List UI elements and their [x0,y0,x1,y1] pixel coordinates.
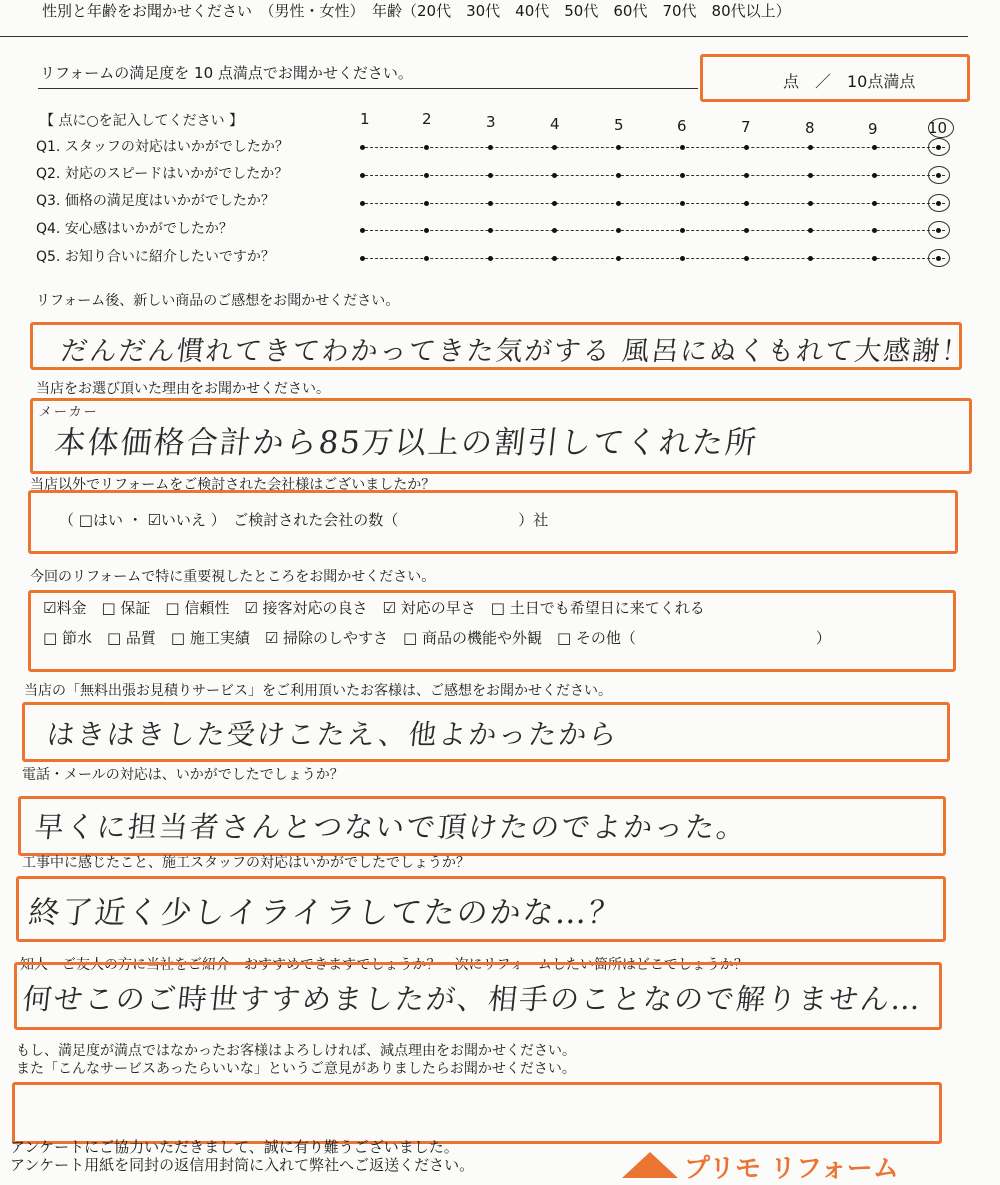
gender-age-question: 性別と年齢をお聞かせください （男性・女性） 年齢（20代 30代 40代 50代 60代 70代 80代以上） [42,2,791,20]
rating-point[interactable] [488,256,493,261]
impression-answer: だんだん慣れてきてわかってきた気がする 風呂にぬくもれて大感謝！ [59,336,972,367]
feedback-answer-box[interactable] [12,1082,942,1144]
scale-num: 4 [550,115,560,133]
rating-point[interactable] [488,173,493,178]
rating-line [360,147,945,148]
other-company-label: 当店以外でリフォームをご検討された会社様はございましたか？ [30,477,436,493]
rating-point[interactable] [872,145,877,150]
scale-num: 1 [360,110,370,128]
satisfaction-score-box[interactable] [700,54,970,102]
rating-point[interactable] [872,228,877,233]
reason-note: メーカー [38,405,100,420]
rating-point[interactable] [488,201,493,206]
rating-point[interactable] [616,256,621,261]
rating-question-q4: Q4. 安心感はいかがでしたか？ [36,221,233,237]
priority-row-2: □ 節水 □ 品質 □ 施工実績 ☑ 掃除のしやすさ □ 商品の機能や外観 □ その他（ ） [43,629,831,647]
estimate-answer-box[interactable] [22,702,950,762]
rating-point[interactable] [808,201,813,206]
rating-point[interactable] [424,228,429,233]
rating-point[interactable] [488,228,493,233]
scale-num: 2 [422,110,432,128]
scale-num: 8 [805,119,815,137]
rating-point[interactable] [616,173,621,178]
reason-answer: 本体価格合計から85万以上の割引してくれた所 [52,425,760,461]
rating-point[interactable] [744,228,749,233]
feedback-label-2: また「こんなサービスあったらいいな」というご意見がありましたらお聞かせください。 [16,1061,576,1077]
rating-point[interactable] [552,173,557,178]
rating-point[interactable] [744,201,749,206]
rating-point[interactable] [872,256,877,261]
rating-point[interactable] [360,145,365,150]
rating-point[interactable] [360,256,365,261]
rating-point[interactable] [872,173,877,178]
rating-point[interactable] [872,201,877,206]
impression-label: リフォーム後、新しい商品のご感想をお聞かせください。 [36,293,400,309]
scale-num: 10 [928,119,948,137]
rating-point[interactable] [552,256,557,261]
recommend-label: 知人・ご友人の方に当社をご紹介・おすすめできますでしょうか？ 次にリフォームしたい箇所はどこでしょうか？ [20,957,748,973]
rating-question-q5: Q5. お知り合いに紹介したいですか？ [36,249,275,265]
rating-point[interactable] [808,145,813,150]
construction-label: 工事中に感じたこと、施工スタッフの対応はいかがでしたでしょうか？ [22,855,470,871]
reason-label: 当店をお選び頂いた理由をお聞かせください。 [36,381,330,397]
phone-answer: 早くに担当者さんとつないで頂けたのでよかった。 [33,810,750,844]
priority-row-1: ☑料金 □ 保証 □ 信頼性 ☑ 接客対応の良さ ☑ 対応の早さ □ 土日でも希望日に来てくれる [43,599,705,617]
rating-point[interactable] [680,228,685,233]
rating-point[interactable] [744,256,749,261]
construction-answer: 終了近く少しイライラしてたのかな…？ [26,895,624,931]
rating-point[interactable] [744,145,749,150]
scale-num: 6 [677,117,687,135]
feedback-label-1: もし、満足度が満点ではなかったお客様はよろしければ、減点理由をお聞かせください。 [16,1043,576,1059]
selected-circle-icon [928,166,950,184]
rating-point[interactable] [808,228,813,233]
rating-point[interactable] [808,256,813,261]
selected-circle-icon [928,194,950,212]
rating-point[interactable] [744,173,749,178]
construction-answer-box[interactable] [16,876,946,942]
rating-line [360,230,945,231]
satisfaction-score-suffix: 点 ／ 10点満点 [783,72,916,91]
rating-line [360,258,945,259]
rating-point[interactable] [552,145,557,150]
recommend-answer-box[interactable] [14,962,942,1030]
footer-return-note: アンケート用紙を同封の返信用封筒に入れて弊社へご返送ください。 [10,1156,475,1174]
estimate-answer: はきはきした受けこたえ、他よかったから [45,718,621,751]
house-logo-icon [620,1148,680,1178]
reason-answer-box[interactable] [30,398,972,474]
scale-num: 7 [741,118,751,136]
rating-question-q2: Q2. 対応のスピードはいかがでしたか？ [36,166,289,182]
rating-point[interactable] [680,201,685,206]
priority-box[interactable] [28,590,956,672]
recommend-answer: 何せこのご時世すすめましたが、相手のことなので解りません… [21,982,924,1016]
rating-point[interactable] [360,201,365,206]
priority-label: 今回のリフォームで特に重要視したところをお聞かせください。 [30,569,436,585]
selected-circle-icon [928,118,954,138]
rating-point[interactable] [616,145,621,150]
impression-answer-box[interactable] [30,322,972,370]
other-company-box[interactable] [28,490,958,554]
selected-circle-icon [928,221,950,239]
rating-question-q1: Q1. スタッフの対応はいかがでしたか？ [36,139,289,155]
estimate-label: 当店の「無料出張お見積りサービス」をご利用頂いたお客様は、ご感想をお聞かせください。 [24,683,612,699]
footer-thanks: アンケートにご協力いただきまして、誠に有り難うございました。 [10,1138,459,1156]
satisfaction-underline [38,88,698,89]
rating-point[interactable] [488,145,493,150]
rating-point[interactable] [680,173,685,178]
rating-question-q3: Q3. 価格の満足度はいかがでしたか？ [36,193,275,209]
rating-point[interactable] [680,256,685,261]
rating-line [360,175,945,176]
rating-line [360,203,945,204]
satisfaction-label: リフォームの満足度を 10 点満点でお聞かせください。 [40,64,413,82]
rating-point[interactable] [552,201,557,206]
header-divider [0,36,968,37]
rating-point[interactable] [680,145,685,150]
other-company-answer: （ □はい ・ ☑いいえ ） ご検討された会社の数（ ）社 [59,511,549,529]
rating-point[interactable] [616,201,621,206]
rating-point[interactable] [360,173,365,178]
rating-point[interactable] [424,256,429,261]
rating-point[interactable] [552,228,557,233]
selected-circle-icon [928,138,950,156]
scale-num: 5 [614,116,624,134]
company-logo-text: プリモ リフォーム [684,1154,899,1184]
rating-point[interactable] [424,145,429,150]
rating-instruction: 【 点に○を記入してください 】 [40,113,244,129]
rating-point[interactable] [616,228,621,233]
rating-point[interactable] [360,228,365,233]
phone-label: 電話・メールの対応は、いかがでしたでしょうか？ [22,767,344,783]
rating-point[interactable] [424,201,429,206]
scale-num: 9 [868,120,878,138]
selected-circle-icon [928,249,950,267]
rating-point[interactable] [424,173,429,178]
company-logo [620,1148,950,1184]
phone-answer-box[interactable] [18,796,946,856]
rating-point[interactable] [808,173,813,178]
scale-num: 3 [486,113,496,131]
